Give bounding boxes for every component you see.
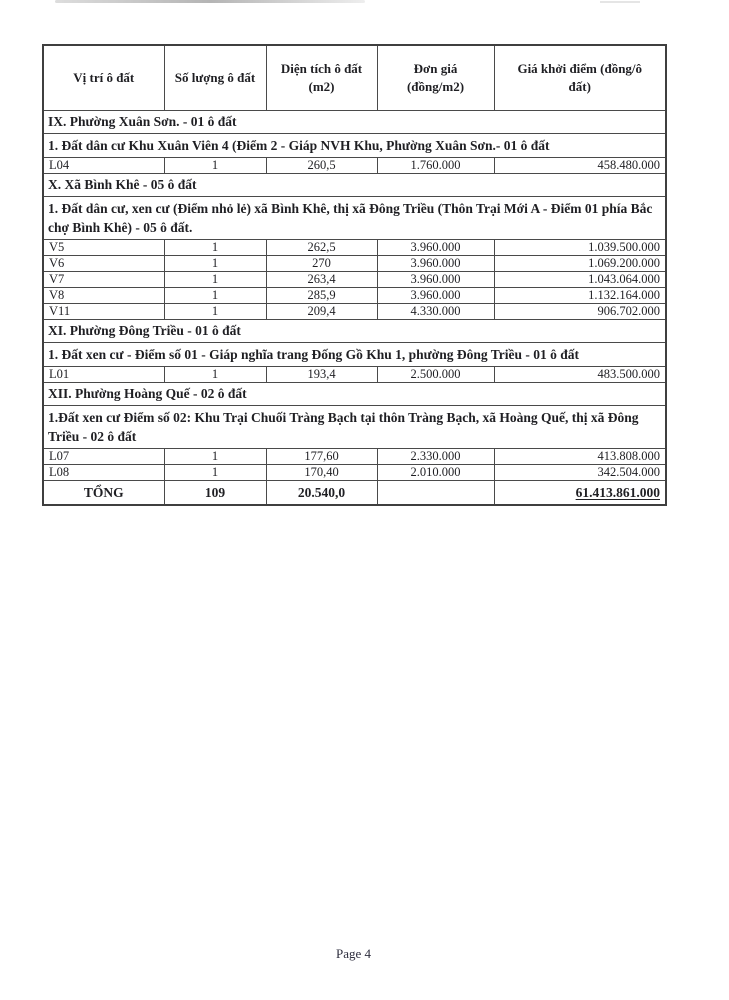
cell-starting-price: 1.043.064.000 xyxy=(494,272,666,288)
data-row xyxy=(43,158,666,174)
cell-location: V8 xyxy=(43,288,164,304)
cell-area: 170,40 xyxy=(266,465,377,481)
desc-text: 1.Đất xen cư Điểm số 02: Khu Trại Chuối Tràng Bạch tại thôn Tràng Bạch, xã Hoàng Quế, thị xã Đông Triều - 02 ô đất xyxy=(43,406,666,449)
section-row xyxy=(43,383,666,406)
cell-area: 263,4 xyxy=(266,272,377,288)
cell-quantity: 1 xyxy=(164,465,266,481)
cell-area: 262,5 xyxy=(266,240,377,256)
section-row xyxy=(43,320,666,343)
scan-artifact xyxy=(600,1,640,3)
cell-area: 285,9 xyxy=(266,288,377,304)
cell-starting-price: 906.702.000 xyxy=(494,304,666,320)
cell-unit-price: 2.010.000 xyxy=(377,465,494,481)
cell-starting-price: 458.480.000 xyxy=(494,158,666,174)
cell-area: 209,4 xyxy=(266,304,377,320)
cell-starting-price: 413.808.000 xyxy=(494,449,666,465)
table-header-row xyxy=(43,45,666,111)
cell-quantity: 1 xyxy=(164,449,266,465)
cell-location: L04 xyxy=(43,158,164,174)
desc-row xyxy=(43,134,666,158)
cell-area: 20.540,0 xyxy=(266,481,377,506)
cell-unit-price: 4.330.000 xyxy=(377,304,494,320)
total-row xyxy=(43,481,666,506)
desc-text: 1. Đất dân cư, xen cư (Điểm nhỏ lẻ) xã Bình Khê, thị xã Đông Triều (Thôn Trại Mới A - Điểm 01 phía Bắc chợ Bình Khê) - 05 ô đất. xyxy=(43,197,666,240)
cell-unit-price: 3.960.000 xyxy=(377,240,494,256)
cell-starting-price: 1.039.500.000 xyxy=(494,240,666,256)
cell-location: L08 xyxy=(43,465,164,481)
cell-location: L07 xyxy=(43,449,164,465)
cell-quantity: 1 xyxy=(164,240,266,256)
data-row xyxy=(43,367,666,383)
header-cell-area: Diện tích ô đất (m2) xyxy=(266,45,377,111)
section-text: X. Xã Bình Khê - 05 ô đất xyxy=(43,174,666,197)
cell-location: TỔNG xyxy=(43,481,164,506)
cell-location: V11 xyxy=(43,304,164,320)
header-cell-location: Vị trí ô đất xyxy=(43,45,164,111)
cell-starting-price: 1.132.164.000 xyxy=(494,288,666,304)
data-row xyxy=(43,240,666,256)
cell-unit-price xyxy=(377,481,494,506)
section-text: IX. Phường Xuân Sơn. - 01 ô đất xyxy=(43,111,666,134)
grand-total-value: 61.413.861.000 xyxy=(575,484,660,500)
cell-quantity: 1 xyxy=(164,158,266,174)
cell-unit-price: 1.760.000 xyxy=(377,158,494,174)
data-row xyxy=(43,449,666,465)
cell-unit-price: 3.960.000 xyxy=(377,272,494,288)
cell-area: 270 xyxy=(266,256,377,272)
cell-unit-price: 3.960.000 xyxy=(377,288,494,304)
land-table xyxy=(42,44,667,506)
land-table-body xyxy=(43,45,666,505)
cell-quantity: 1 xyxy=(164,367,266,383)
cell-area: 260,5 xyxy=(266,158,377,174)
desc-row xyxy=(43,406,666,449)
cell-quantity: 109 xyxy=(164,481,266,506)
cell-unit-price: 2.330.000 xyxy=(377,449,494,465)
section-text: XI. Phường Đông Triều - 01 ô đất xyxy=(43,320,666,343)
cell-unit-price: 3.960.000 xyxy=(377,256,494,272)
cell-area: 177,60 xyxy=(266,449,377,465)
desc-text: 1. Đất xen cư - Điểm số 01 - Giáp nghĩa trang Đống Gồ Khu 1, phường Đông Triều - 01 ô đất xyxy=(43,343,666,367)
section-row xyxy=(43,174,666,197)
header-cell-unit-price: Đơn giá (đồng/m2) xyxy=(377,45,494,111)
desc-text: 1. Đất dân cư Khu Xuân Viên 4 (Điểm 2 - Giáp NVH Khu, Phường Xuân Sơn.- 01 ô đất xyxy=(43,134,666,158)
data-row xyxy=(43,288,666,304)
data-row xyxy=(43,304,666,320)
cell-starting-price xyxy=(494,481,666,506)
cell-location: V7 xyxy=(43,272,164,288)
cell-quantity: 1 xyxy=(164,304,266,320)
cell-starting-price: 483.500.000 xyxy=(494,367,666,383)
cell-quantity: 1 xyxy=(164,272,266,288)
page-number: Page 4 xyxy=(335,946,372,961)
section-row xyxy=(43,111,666,134)
data-row xyxy=(43,272,666,288)
section-text: XII. Phường Hoàng Quế - 02 ô đất xyxy=(43,383,666,406)
desc-row xyxy=(43,343,666,367)
cell-unit-price: 2.500.000 xyxy=(377,367,494,383)
cell-area: 193,4 xyxy=(266,367,377,383)
cell-location: V6 xyxy=(43,256,164,272)
cell-quantity: 1 xyxy=(164,288,266,304)
data-row xyxy=(43,465,666,481)
header-cell-quantity: Số lượng ô đất xyxy=(164,45,266,111)
cell-location: L01 xyxy=(43,367,164,383)
cell-location: V5 xyxy=(43,240,164,256)
cell-starting-price: 342.504.000 xyxy=(494,465,666,481)
header-cell-starting-price: Giá khởi điểm (đồng/ô đất) xyxy=(494,45,666,111)
cell-quantity: 1 xyxy=(164,256,266,272)
desc-row xyxy=(43,197,666,240)
data-row xyxy=(43,256,666,272)
scan-artifact xyxy=(55,0,365,3)
cell-starting-price: 1.069.200.000 xyxy=(494,256,666,272)
